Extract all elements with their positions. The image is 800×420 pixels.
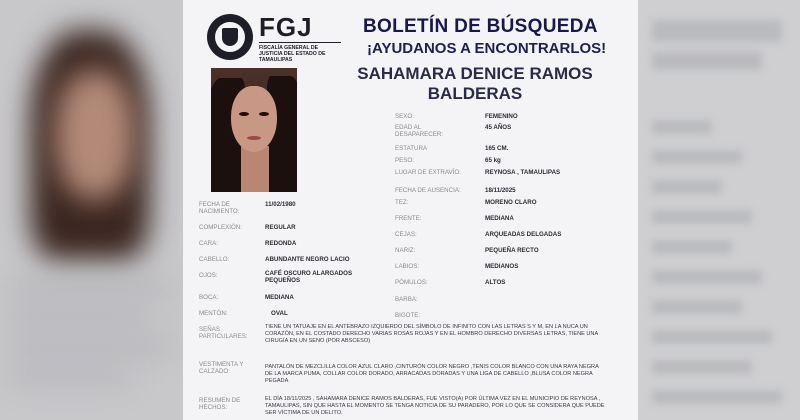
field-value-peso: 65 kg <box>485 157 501 164</box>
blurred-background-right <box>638 0 800 420</box>
field-label-senas: SEÑAS PARTICULARES: <box>199 326 248 341</box>
field-label-edad: EDAD AL DESAPARECER: <box>395 124 444 139</box>
field-label-resumen: RESUMEN DE HECHOS: <box>199 397 241 412</box>
logo-text: FGJ <box>259 12 313 42</box>
field-label-estatura: ESTATURA <box>395 145 428 152</box>
field-label-cara: CARA: <box>199 240 218 247</box>
bulletin-subtitle: ¡AYUDANOS A ENCONTRARLOS! <box>367 40 607 57</box>
person-photo <box>211 68 297 192</box>
field-value-cejas: ARQUEADAS DELGADAS <box>485 231 562 238</box>
field-value-labios: MEDIANOS <box>485 263 519 270</box>
person-name <box>345 64 605 104</box>
field-value-cabello: ABUNDANTE NEGRO LACIO <box>265 256 350 263</box>
field-value-cara: REDONDA <box>265 240 297 247</box>
field-label-labios: LABIOS: <box>395 263 420 270</box>
field-label-fecha-nacimiento: FECHA DE NACIMIENTO: <box>199 201 240 216</box>
field-label-ojos: OJOS: <box>199 272 218 279</box>
field-label-sexo: SEXO: <box>395 113 414 120</box>
field-value-pomulos: ALTOS <box>485 279 506 286</box>
field-value-menton: OVAL <box>271 310 288 317</box>
bulletin-title: BOLETÍN DE BÚSQUEDA <box>363 16 598 37</box>
field-value-senas: TIENE UN TATUAJE EN EL ANTEBRAZO IZQUIERDO DEL SÍMBOLO DE INFINITO CON LAS LETRAS S Y M, EN LA NUCA UN CORAZÓN, EN EL COSTADO DERECHO VARIAS ROSAS ROJAS Y EN EL HOMBRO DERECHO DIVERSAS LETRAS, TIENE UNA CIRUGÍA EN UN SENO (POR ABSCESO) <box>265 324 598 344</box>
logo-subtitle: FISCALÍA GENERAL DE JUSTICIA DEL ESTADO DE TAMAULIPAS <box>259 42 341 64</box>
person-name-line1: SAHAMARA DENICE RAMOS <box>357 64 593 83</box>
field-label-boca: BOCA: <box>199 294 219 301</box>
field-value-fecha-nacimiento: 11/02/1980 <box>265 201 296 208</box>
field-value-sexo: FEMENINO <box>485 113 518 120</box>
field-label-nariz: NARIZ: <box>395 247 416 254</box>
person-name-line2: BALDERAS <box>427 84 523 103</box>
field-value-complexion: REGULAR <box>265 224 296 231</box>
field-label-tez: TEZ: <box>395 199 409 206</box>
fgj-logo <box>207 10 337 66</box>
field-label-pomulos: PÓMULOS: <box>395 279 428 286</box>
field-value-estatura: 165 CM. <box>485 145 509 152</box>
field-value-nariz: PEQUEÑA RECTO <box>485 247 539 254</box>
field-label-menton: MENTÓN: <box>199 310 228 317</box>
field-label-peso: PESO: <box>395 157 414 164</box>
field-value-fecha-ausencia: 18/11/2025 <box>485 187 516 194</box>
field-value-edad: 45 AÑOS <box>485 124 512 131</box>
field-label-vestimenta: VESTIMENTA Y CALZADO: <box>199 361 244 376</box>
search-bulletin <box>183 0 638 420</box>
field-label-cejas: CEJAS: <box>395 231 417 238</box>
field-value-vestimenta: PANTALÓN DE MEZCLILLA COLOR AZUL CLARO ,CINTURÓN COLOR NEGRO ,TENIS COLOR BLANCO CON UNA RAYA NEGRA DE LA MARCA PUMA, COLLAR COLOR DORADO, ARRACADAS DORADAS Y UNA LIGA DE CABELLO ,BLUSA COLOR NEGRA PEGADA <box>265 364 599 384</box>
field-value-boca: MEDIANA <box>265 294 294 301</box>
field-value-resumen: EL DÍA 18/11/2025 , SAHAMARA DENICE RAMOS BALDERAS, FUE VISTO(A) POR ÚLTIMA VEZ EN EL MUNICIPIO DE REYNOSA , TAMAULIPAS, SIN QUE HASTA EL MOMENTO SE TENGA NOTICIA DE SU PARADERO, POR LO QUE SE CONSIDERA QUE PUEDE SER VÍCTIMA DE UN DELITO. <box>265 396 605 416</box>
field-label-complexion: COMPLEXIÓN: <box>199 224 242 231</box>
field-label-cabello: CABELLO: <box>199 256 230 263</box>
field-label-barba: BARBA: <box>395 296 418 303</box>
field-label-frente: FRENTE: <box>395 215 422 222</box>
blurred-background-left <box>0 0 183 420</box>
field-label-fecha-ausencia: FECHA DE AUSENCIA: <box>395 187 461 194</box>
field-value-frente: MEDIANA <box>485 215 514 222</box>
field-label-bigote: BIGOTE: <box>395 312 421 319</box>
field-value-tez: MORENO CLARO <box>485 199 537 206</box>
field-label-lugar: LUGAR DE EXTRAVÍO: <box>395 169 461 176</box>
field-value-lugar: REYNOSA , TAMAULIPAS <box>485 169 561 176</box>
seal-icon <box>207 14 253 60</box>
field-value-ojos: CAFÉ OSCURO ALARGADOS PEQUEÑOS <box>265 270 353 285</box>
